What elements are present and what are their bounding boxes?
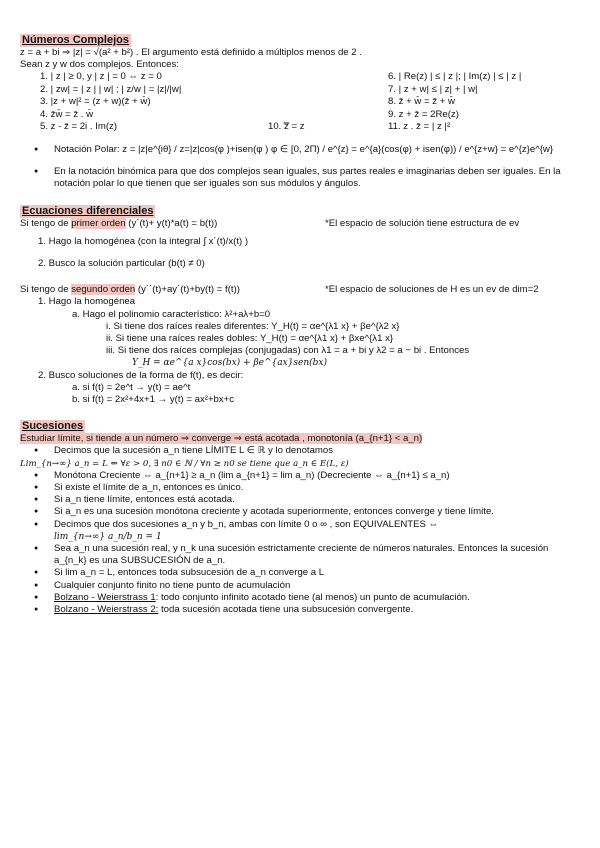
property-middle: [268, 109, 388, 122]
second-order-case-iii: iii. Si tiene dos raíces complejas (conjugadas) con λ1 = a + bi y λ2 = a − bi . Entonces: [106, 345, 470, 357]
property-right: 6. | Re(z) | ≤ | z |; | Im(z) | ≤ | z |: [388, 71, 522, 83]
sucesiones-intro: Estudiar límite, si tiende a un número ⇒ converge ⇒ está acotada , monotonía (a_{n+1} < a_n): [20, 433, 423, 445]
sucesion-item: ● Si a_n tiene límite, entonces está acotada.: [20, 494, 580, 506]
property-left: 5. z - z̄ = 2i . Im(z): [40, 121, 118, 133]
bolzano-weierstrass-2-item: [20, 604, 580, 616]
bolzano-weierstrass-2-link[interactable]: Bolzano - Weierstrass 2:: [54, 604, 159, 615]
property-right: 8. z̄ + w̄ = z̄ + w̄: [388, 96, 455, 108]
property-left: 4. z̄w̄ = z̄ . w̄: [40, 108, 94, 120]
second-order-row: [20, 284, 580, 296]
complejos-properties: [20, 71, 580, 134]
property-right: 11. z . z̄ = | z |²: [388, 121, 451, 133]
second-order-case-iii-solution: Y_H = αe^{a x}cos(bx) + βe^{ax}sen(bx): [132, 358, 328, 369]
section-title-ecuaciones: Ecuaciones diferenciales: [22, 204, 154, 217]
first-order-highlight: primer orden: [71, 217, 126, 229]
first-order-row: [20, 218, 580, 230]
second-order-step-2: 2. Busco soluciones de la forma de f(t), es decir:: [38, 369, 244, 381]
property-left: 3. |z + w|² = (z + w)(z̄ + w̄): [40, 96, 151, 108]
sucesion-item: ● Decimos que dos sucesiones a_n y b_n, ambas con límite 0 o ∞ , son EQUIVALENTES ⇔: [20, 519, 580, 531]
property-left: 2. | zw| = | z | | w| ; | z/w | = |z|/|w|: [40, 83, 182, 95]
first-order-step: 1. Hago la homogénea (con la integral ∫ x´(t)/x(t) ): [38, 235, 249, 247]
property-right: 7. | z + w| ≤ | z| + | w|: [388, 83, 478, 95]
first-order-statement: [20, 218, 325, 230]
sucesion-item: ● Sea a_n una sucesión real, y n_k una sucesión estrictamente creciente de números naturales. Entonces la sucesión a_{n_k} es una SUBSUCESIÓN de a_n.: [20, 543, 580, 567]
polar-notation-item: ● Notación Polar: z = |z|e^{iθ} / z=|z|cos(φ )+isen(φ ) φ ∈ [0, 2Π) / e^{z} = e^{a}(cos(φ) + isen(φ)) / e^{z+w} = e^{z}e^{w}: [20, 144, 580, 156]
first-order-step: 2. Busco la solución particular (b(t) ≠ 0): [38, 257, 205, 269]
sucesion-item: ● Cualquier conjunto finito no tiene punto de acumulación: [20, 580, 580, 592]
sucesion-item: ● Decimos que la sucesión a_n tiene LÍMITE L ∈ ℝ y lo denotamos: [20, 445, 580, 457]
second-order-prefix: Si tengo de: [20, 284, 72, 296]
bolzano-weierstrass-1-item: [20, 592, 580, 604]
property-middle: [268, 71, 388, 84]
complejos-intro-1: z = a + bi ⇒ |z| = √(a² + b²) . El argumento está definido a múltiplos menos de 2 .: [20, 47, 362, 58]
property-row: [20, 96, 580, 109]
first-order-equation: (y´(t)+ y(t)*a(t) = b(t)): [125, 217, 218, 229]
equivalence-formula: lim_{n→∞} a_n/b_n = 1: [54, 531, 162, 542]
property-row: [20, 71, 580, 84]
second-order-step-2a: a. si f(t) = 2e^t → y(t) = ae^t: [72, 381, 191, 393]
second-order-highlight: segundo orden: [71, 284, 136, 296]
section-title-complejos: Números Complejos: [22, 34, 129, 46]
limit-definition: Lim_{n→∞} a_n = L ⇔ ∀ε > 0, ∃ n0 ∈ ℕ / ∀n ≥ n0 se tiene que a_n ∈ E(L, ε): [20, 458, 349, 469]
section-title-sucesiones: Sucesiones: [22, 420, 84, 433]
second-order-statement: [20, 284, 325, 296]
bolzano-weierstrass-2-text: toda sucesión acotada tiene una subsucesión convergente.: [158, 604, 414, 615]
property-left: 1. | z | ≥ 0, y | z | = 0 ⇔ z = 0: [40, 71, 162, 83]
property-row: [20, 109, 580, 122]
sucesion-item: ● Si lim a_n = L, entonces toda subsucesión de a_n converge a L: [20, 567, 580, 579]
complejos-intro-2: Sean z y w dos complejos. Entonces:: [20, 59, 179, 71]
sucesion-item: ● Si a_n es una sucesión monótona creciente y acotada superiormente, entonces converge y tiene límite.: [20, 506, 580, 518]
first-order-prefix: Si tengo de: [20, 217, 72, 229]
property-row: [20, 121, 580, 134]
property-right: 9. z + z̄ = 2Re(z): [388, 108, 459, 120]
second-order-step-2b: b. si f(t) = 2x²+4x+1 → y(t) = ax²+bx+c: [72, 393, 235, 405]
second-order-note: *El espacio de soluciones de H es un ev de dim=2: [325, 284, 539, 296]
second-order-step-1a: a. Hago el polinomio característico: λ²+aλ+b=0: [72, 308, 271, 320]
second-order-case-i: i. Si tiene dos raíces reales diferentes: Y_H(t) = αe^{λ1 x} + βe^{λ2 x}: [106, 320, 400, 332]
property-middle: [268, 96, 388, 109]
second-order-step-1: 1. Hago la homogénea: [38, 296, 136, 308]
second-order-case-ii: ii. Si tiene una raíces reales dobles: Y_H(t) = αe^{λ1 x} + βxe^{λ1 x}: [106, 332, 394, 344]
property-middle: [268, 84, 388, 97]
property-middle: 10. z̿ = z: [268, 121, 305, 133]
bolzano-weierstrass-1-link[interactable]: Bolzano - Weierstrass 1: [54, 591, 156, 603]
second-order-equation: (y´´(t)+ay´(t)+by(t) = f(t)): [135, 284, 240, 296]
property-row: [20, 84, 580, 97]
first-order-note: *El espacio de solución tiene estructura de ev: [325, 217, 520, 229]
binomial-notation-item: ● En la notación binómica para que dos complejos sean iguales, sus partes reales e imaginarias deben ser iguales. En la notación polar lo que tienen que ser iguales son sus módulos y ángulos.: [20, 166, 580, 190]
sucesion-item: ● Monótona Creciente ⇔ a_{n+1} ≥ a_n (lim a_{n+1} = lim a_n) (Decreciente ⇔ a_{n+1} ≤ a_n): [20, 470, 580, 482]
bolzano-weierstrass-1-text: : todo conjunto infinito acotado tiene (al menos) un punto de acumulación.: [155, 591, 470, 603]
sucesion-item: ● Si existe el límite de a_n, entonces es único.: [20, 482, 580, 494]
document-page: [20, 34, 580, 616]
